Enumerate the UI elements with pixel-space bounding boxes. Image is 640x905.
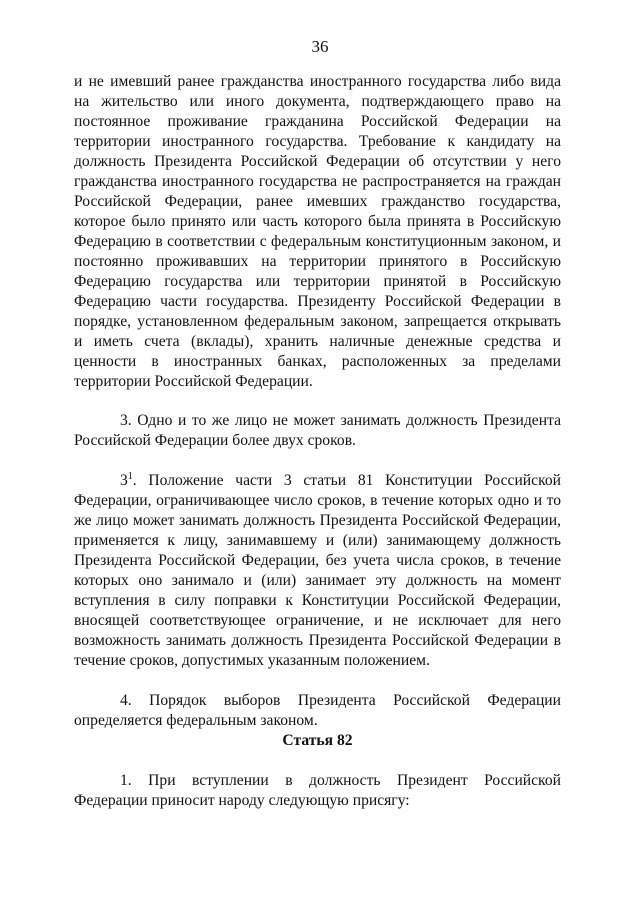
paragraph-part-4: 4. Порядок выборов Президента Российской Федерации определяется федеральным законом. <box>74 692 561 729</box>
paragraph-part-3: 3. Одно и то же лицо не может занимать должность Президента Российской Федерации более двух сроков. <box>74 412 561 449</box>
part-number: 3 <box>120 472 128 489</box>
page-number: 36 <box>311 37 329 56</box>
part-superscript: 1 <box>127 470 133 482</box>
part-3-1-text: . Положение части 3 статьи 81 Конституции Российской Федерации, ограничивающее число сроков, в течение которых одно и то же лицо может занимать должность Президента Российской Федерации, применяется к лицу, занимавшему и (или) занимающему должность Президента Российской Федерации, без учета числа сроков, в течение которых оно занимало и (или) занимает эту должность на момент вступления в силу поправки к Конституции Российской Федерации, вносящей соответствующее ограничение, и не исключает для него возможность занимать должность Президента Российской Федерации в течение сроков, допустимых указанным положением. <box>74 472 561 669</box>
paragraph-article-82-part-1: 1. При вступлении в должность Президент Российской Федерации приносит народу следующую присягу: <box>74 772 561 809</box>
paragraph-part-3-1 <box>74 471 561 671</box>
article-heading: Статья 82 <box>282 732 353 749</box>
document-body <box>74 72 561 811</box>
paragraph-continuation: и не имевший ранее гражданства иностранного государства либо вида на жительство или иного документа, подтверждающего право на постоянное проживание гражданина Российской Федерации на территории иностранного государства. Требование к кандидату на должность Президента Российской Федерации об отсутствии у него гражданства иностранного государства не распространяется на граждан Российской Федерации, ранее имевших гражданство государства, которое было принято или часть которого была принята в Российскую Федерацию в соответствии с федеральным конституционным законом, и постоянно проживавших на территории принятого в Российскую Федерацию государства или территории принятой в Российскую Федерацию части государства. Президенту Российской Федерации в порядке, установленном федеральным законом, запрещается открывать и иметь счета (вклады), хранить наличные денежные средства и ценности в иностранных банках, расположенных за пределами территории Российской Федерации. <box>74 73 561 390</box>
